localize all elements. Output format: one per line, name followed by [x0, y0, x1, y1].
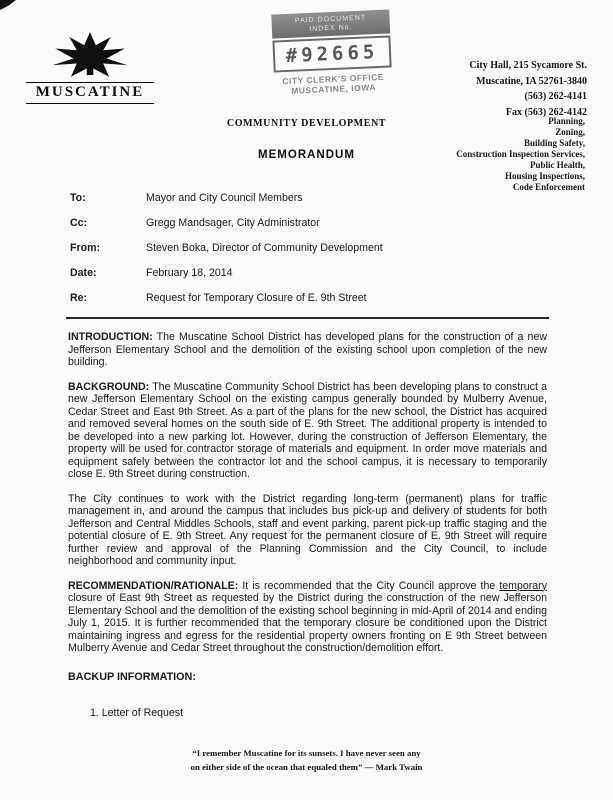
memo-field-value: Gregg Mandsager, City Administrator	[146, 217, 320, 229]
header-section	[0, 116, 613, 192]
memo-fields	[70, 192, 613, 304]
background-paragraph	[68, 381, 547, 481]
logo-emblem-icon	[26, 32, 154, 80]
service-line: Zoning,	[555, 126, 585, 137]
memo-field-value: Request for Temporary Closure of E. 9th Street	[146, 292, 367, 304]
memo-field-row	[70, 267, 613, 279]
memo-field-row	[70, 292, 613, 304]
address-line: Fax (563) 262-4142	[505, 106, 587, 118]
quote-line: “I remember Muscatine for its sunsets. I have never seen any	[192, 747, 421, 758]
background-text: The Muscatine Community School District has been developing plans to construct a new Jefferson Elementary School on the existing campus generally bounded by Mulberry Avenue, Cedar Street and East 9th Street. As a part of the plans for the new school, the District has acquired and removed several homes on the south side of E. 9th Street. The additional property is intended to be developed into a new parking lot. However, during the construction of Jefferson Elementary, the property will be used for contractor storage of materials and equipment. In order move materials and equipment safely between the contractor lot and the school campus, it is necessary to temporarily close E. 9th Street during construction.	[68, 380, 547, 480]
recommendation-underlined-word: temporary	[499, 579, 547, 592]
footer-quote	[0, 746, 613, 774]
address-line: City Hall, 215 Sycamore St.	[469, 60, 587, 71]
quote-line: on either side of the ocean that equaled them” — Mark Twain	[190, 761, 423, 772]
backup-list-item: 1. Letter of Request	[90, 706, 184, 719]
memo-body	[68, 331, 547, 719]
recommendation-paragraph	[68, 580, 547, 655]
stamp-city-line: MUSCATINE, IOWA	[290, 81, 376, 96]
background-label: BACKGROUND:	[68, 380, 150, 393]
traffic-paragraph	[68, 493, 547, 568]
letterhead	[0, 10, 613, 118]
memo-field-label: Date:	[70, 267, 97, 279]
divider	[66, 317, 549, 319]
muscatine-logo	[26, 32, 154, 104]
service-line: Housing Inspections,	[504, 170, 585, 181]
recommendation-label: RECOMMENDATION/RATIONALE:	[68, 579, 239, 592]
scan-artifact	[0, 0, 16, 10]
address-line: (563) 262-4141	[524, 91, 587, 102]
service-line: Public Health,	[529, 159, 585, 170]
memo-title: MEMORANDUM	[258, 149, 355, 161]
memo-field-label: To:	[70, 192, 86, 204]
intro-paragraph	[68, 331, 547, 369]
logo-wordmark: MUSCATINE	[26, 82, 154, 104]
stamp-office-line: CITY CLERK'S OFFICE	[281, 71, 384, 87]
memo-field-value: Mayor and City Council Members	[146, 192, 303, 204]
memo-field-row	[70, 217, 613, 229]
stamp-header-line: INDEX No.	[308, 24, 353, 34]
department-heading: COMMUNITY DEVELOPMENT	[226, 118, 387, 129]
memo-field-row	[70, 192, 613, 204]
services-list	[456, 116, 585, 193]
service-line: Planning,	[548, 116, 585, 126]
address-line: Muscatine, IA 52761-3840	[476, 75, 587, 87]
stamp-header	[271, 9, 390, 38]
intro-text: The Muscatine School District has developed plans for the construction of a new Jefferson Elementary School and the demolition of the existing school upon completion of the new building.	[68, 331, 547, 368]
memo-field-label: Re:	[70, 292, 88, 304]
traffic-text: The City continues to work with the District regarding long-term (permanent) plans for traffic management in, and around the campus that includes bus pick-up and delivery of students for both Jefferson and Central Middles Schools, staff and event parking, parent pick-up traffic staging and the potential closure of E. 9th Street. Any request for the permanent closure of E. 9th Street will require further review and approval of the Planning Commission and the City Council, to include neighborhood and community input.	[68, 492, 547, 567]
service-line: Building Safety,	[523, 137, 585, 148]
memo-field-value: February 18, 2014	[146, 267, 233, 279]
memo-field-label: From:	[70, 242, 101, 254]
memo-field-value: Steven Boka, Director of Community Development	[146, 242, 383, 254]
service-line: Construction Inspection Services,	[456, 148, 585, 159]
address-block	[469, 58, 587, 120]
stamp-number: #92665	[272, 35, 391, 72]
backup-heading: BACKUP INFORMATION:	[68, 670, 196, 683]
intro-label: INTRODUCTION:	[68, 331, 153, 343]
recommendation-post: closure of East 9th Street as requested by the District during the construction of the new Jefferson Elementary School and the demolition of the existing school beginning in mid-April of 2014 and ending July 1, 2015. It is further recommended that the temporary closure be conditioned upon the District maintaining ingress and egress for the residential property owners fronting on E 9th Street between Mulberry Avenue and Cedar Street throughout the construction/demolition effort.	[68, 592, 547, 654]
stamp-header-line: PAID DOCUMENT	[294, 14, 366, 25]
memo-field-row	[70, 242, 613, 254]
clerk-stamp	[271, 9, 392, 96]
service-line: Code Enforcement	[512, 181, 585, 192]
memo-field-label: Cc:	[70, 217, 88, 229]
recommendation-pre: It is recommended that the City Council approve the	[238, 579, 500, 592]
